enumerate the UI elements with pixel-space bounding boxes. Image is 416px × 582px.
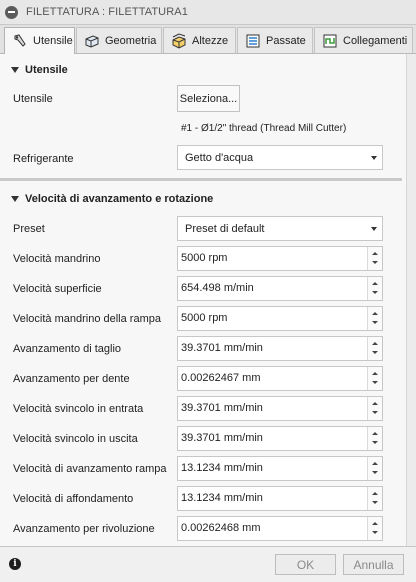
field-label: Avanzamento di taglio (13, 343, 122, 355)
preset-value: Preset di default (185, 222, 265, 235)
tab-altezze[interactable] (163, 27, 236, 53)
field-value[interactable]: 0.00262468 mm (181, 522, 261, 534)
field-label: Velocità superficie (13, 283, 102, 295)
tab-label: Utensile (33, 35, 73, 47)
ramp-feedrate-input[interactable] (177, 456, 383, 481)
field-label: Velocità mandrino della rampa (13, 313, 161, 325)
cutting-feedrate-input[interactable] (177, 336, 383, 361)
coolant-select[interactable] (177, 145, 383, 170)
field-label: Velocità di affondamento (13, 493, 134, 505)
feed-per-tooth-input[interactable] (177, 366, 383, 391)
field-label: Velocità mandrino (13, 253, 101, 265)
vertical-scrollbar[interactable] (406, 54, 416, 546)
spinner[interactable] (367, 457, 382, 480)
lead-in-feedrate-input[interactable] (177, 396, 383, 421)
spinner[interactable] (367, 277, 382, 300)
collapse-triangle-icon (11, 67, 19, 73)
field-label: Velocità svincolo in uscita (13, 433, 138, 445)
spinner[interactable] (367, 397, 382, 420)
tool-description: #1 - Ø1/2" thread (Thread Mill Cutter) (181, 123, 347, 134)
field-value[interactable]: 654.498 m/min (181, 282, 254, 294)
tab-label: Geometria (105, 34, 157, 47)
chevron-down-icon (371, 156, 377, 160)
spinner[interactable] (367, 307, 382, 330)
field-label: Velocità di avanzamento rampa (13, 463, 167, 475)
select-tool-button[interactable]: Seleziona... (177, 85, 240, 112)
section-title: Utensile (25, 64, 68, 76)
tab-label: Collegamenti (343, 34, 408, 47)
tab-bar (0, 25, 416, 54)
field-value[interactable]: 5000 rpm (181, 312, 228, 324)
ok-button[interactable]: OK (275, 554, 336, 575)
tab-geometria[interactable] (76, 27, 162, 53)
spindle-speed-input[interactable] (177, 246, 383, 271)
lead-out-feedrate-input[interactable] (177, 426, 383, 451)
geometry-icon (84, 33, 100, 49)
spinner[interactable] (367, 487, 382, 510)
field-label: Avanzamento per rivoluzione (13, 523, 155, 535)
spinner[interactable] (367, 337, 382, 360)
field-label: Velocità svincolo in entrata (13, 403, 144, 415)
tab-collegamenti[interactable] (314, 27, 413, 53)
chevron-down-icon (371, 227, 377, 231)
section-title: Velocità di avanzamento e rotazione (25, 193, 214, 205)
field-value[interactable]: 5000 rpm (181, 252, 228, 264)
section-header-feed[interactable] (0, 185, 406, 213)
plunge-feedrate-input[interactable] (177, 486, 383, 511)
tab-label: Passate (266, 34, 306, 47)
field-value[interactable]: 13.1234 mm/min (181, 462, 263, 474)
tool-icon (12, 33, 28, 49)
field-value[interactable]: 0.00262467 mm (181, 372, 261, 384)
feed-per-revolution-input[interactable] (177, 516, 383, 541)
spinner[interactable] (367, 517, 382, 540)
window-title: FILETTATURA : FILETTATURA1 (26, 6, 188, 18)
cancel-button[interactable]: Annulla (343, 554, 404, 575)
linking-icon (322, 33, 338, 49)
collapse-icon[interactable] (5, 6, 18, 19)
tab-label: Altezze (192, 34, 229, 47)
surface-speed-input[interactable] (177, 276, 383, 301)
section-header-utensile[interactable] (0, 56, 406, 84)
field-value[interactable]: 39.3701 mm/min (181, 432, 263, 444)
dialog-footer (0, 546, 416, 582)
field-value[interactable]: 39.3701 mm/min (181, 402, 263, 414)
info-icon[interactable]: i (9, 558, 21, 570)
tab-utensile[interactable] (4, 27, 75, 54)
spinner[interactable] (367, 367, 382, 390)
preset-select[interactable] (177, 216, 383, 241)
field-value[interactable]: 13.1234 mm/min (181, 492, 263, 504)
preset-label: Preset (13, 223, 45, 235)
field-label: Avanzamento per dente (13, 373, 130, 385)
spinner[interactable] (367, 427, 382, 450)
title-bar (0, 0, 416, 25)
tab-passate[interactable] (237, 27, 313, 53)
section-divider (0, 178, 402, 181)
coolant-label: Refrigerante (13, 153, 74, 165)
spinner[interactable] (367, 247, 382, 270)
field-value[interactable]: 39.3701 mm/min (181, 342, 263, 354)
coolant-value: Getto d'acqua (185, 151, 254, 164)
heights-icon (171, 33, 187, 49)
collapse-triangle-icon (11, 196, 19, 202)
settings-panel (0, 54, 406, 546)
ramp-spindle-speed-input[interactable] (177, 306, 383, 331)
tool-label: Utensile (13, 93, 53, 105)
passes-icon (245, 33, 261, 49)
